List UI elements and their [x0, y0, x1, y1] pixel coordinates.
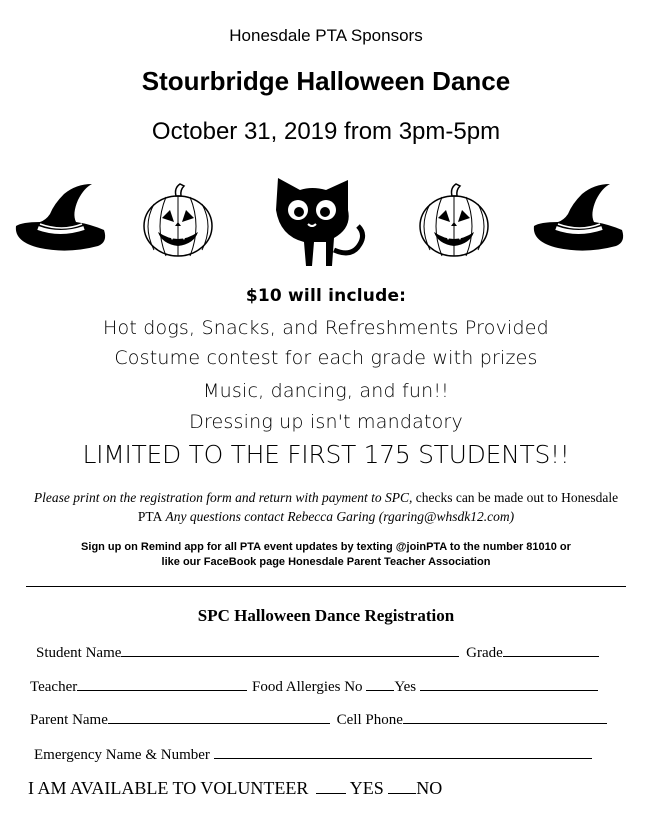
payment-instructions — [20, 488, 632, 526]
event-title: Stourbridge Halloween Dance — [141, 66, 511, 96]
parent-row — [30, 710, 607, 729]
instructions-part-1: Please print on the registration form and return with payment to SPC, — [33, 490, 413, 505]
allergies-yes-label: Yes — [394, 679, 417, 695]
student-name-label: Student Name — [36, 645, 122, 661]
volunteer-yes-label: YES — [349, 778, 384, 798]
remind-line-2: like our FaceBook page Honesdale Parent Teacher Association — [161, 556, 491, 568]
teacher-label: Teacher — [30, 679, 78, 695]
feature-item: Dressing up isn't mandatory — [189, 411, 463, 433]
cell-phone-label: Cell Phone — [336, 712, 403, 728]
grade-field[interactable] — [503, 643, 599, 657]
food-allergies-label: Food Allergies No — [252, 679, 363, 695]
witch-hat-icon — [528, 178, 628, 258]
volunteer-row — [28, 778, 442, 799]
price-heading: $10 will include: — [245, 286, 407, 306]
black-cat-icon — [268, 176, 370, 268]
feature-item: Hot dogs, Snacks, and Refreshments Provided — [103, 317, 549, 339]
cell-phone-field[interactable] — [403, 710, 607, 724]
emergency-field[interactable] — [214, 745, 592, 759]
volunteer-no-field[interactable] — [388, 780, 416, 794]
emergency-row — [34, 745, 592, 764]
emergency-label: Emergency Name & Number — [34, 747, 210, 763]
event-date: October 31, 2019 from 3pm-5pm — [151, 118, 501, 145]
teacher-field[interactable] — [77, 677, 247, 691]
remind-signup-note — [60, 540, 592, 570]
volunteer-yes-field[interactable] — [316, 780, 346, 794]
volunteer-no-label: NO — [416, 778, 443, 798]
sponsor-line: Honesdale PTA Sponsors — [229, 26, 423, 45]
parent-name-field[interactable] — [108, 710, 330, 724]
teacher-row — [30, 677, 598, 696]
instructions-part-2: checks can be made out to Honesdale PTA — [137, 490, 619, 524]
student-name-row — [36, 643, 599, 662]
feature-item: Music, dancing, and fun!! — [203, 380, 449, 402]
grade-label: Grade — [466, 645, 503, 661]
remind-line-1: Sign up on Remind app for all PTA event updates by texting @joinPTA to the number 81010 or — [81, 541, 571, 553]
feature-item: Costume contest for each grade with prizes — [114, 347, 538, 369]
allergies-no-field[interactable] — [366, 677, 394, 691]
jack-o-lantern-icon — [140, 182, 216, 260]
volunteer-label: I AM AVAILABLE TO VOLUNTEER — [28, 778, 309, 798]
student-name-field[interactable] — [121, 643, 459, 657]
student-limit-notice: LIMITED TO THE FIRST 175 STUDENTS!! — [82, 440, 570, 469]
instructions-part-3: Any questions contact Rebecca Garing (rgaring@whsdk12.com) — [162, 509, 515, 524]
witch-hat-icon — [10, 178, 110, 258]
registration-title: SPC Halloween Dance Registration — [197, 606, 455, 625]
parent-name-label: Parent Name — [30, 712, 108, 728]
allergies-detail-field[interactable] — [420, 677, 598, 691]
cut-divider — [26, 586, 626, 587]
jack-o-lantern-icon — [416, 182, 492, 260]
